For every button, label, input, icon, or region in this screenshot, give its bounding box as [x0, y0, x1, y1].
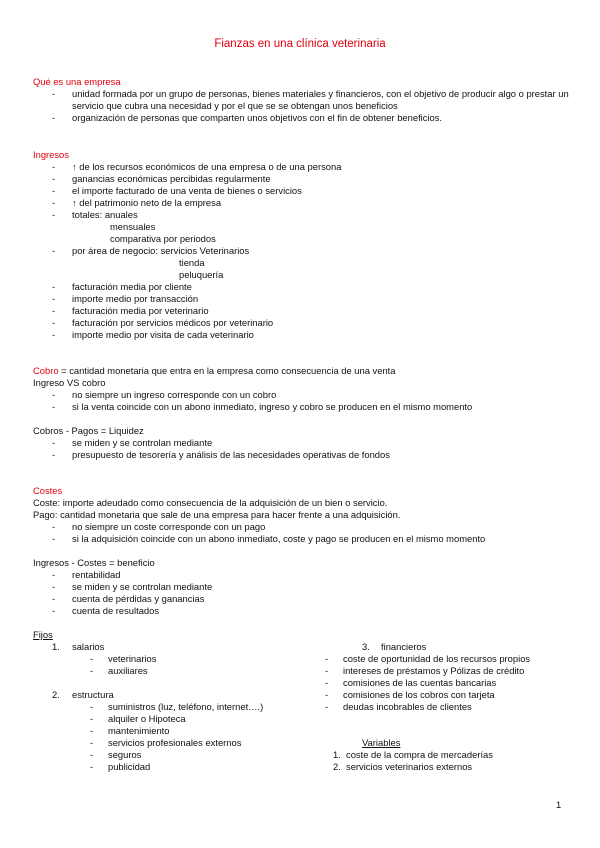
bullet-dash: -	[52, 185, 56, 196]
bullet-dash: -	[325, 665, 329, 676]
list-subitem: comparativa por periodos	[110, 233, 216, 244]
list-item: no siempre un coste corresponde con un pago	[72, 521, 266, 532]
bullet-dash: -	[52, 437, 56, 448]
bullet-dash: -	[52, 605, 56, 616]
list-item: importe medio por transacción	[72, 293, 199, 304]
bullet-dash: -	[325, 689, 329, 700]
list-item: importe medio por visita de cada veterinario	[72, 329, 254, 340]
section-heading-costes: Costes	[33, 485, 63, 496]
bullet-dash: -	[90, 653, 94, 664]
list-item: ↑ del patrimonio neto de la empresa	[72, 197, 222, 208]
list-subitem: alquiler o Hipoteca	[108, 713, 186, 724]
list-item: se miden y se controlan mediante	[72, 437, 213, 448]
list-number: 2.	[333, 761, 341, 772]
document-title: Fianzas en una clínica veterinaria	[214, 38, 386, 50]
list-item: servicios veterinarios externos	[346, 761, 473, 772]
section-heading-empresa: Qué es una empresa	[33, 76, 121, 87]
list-subitem: mantenimiento	[108, 725, 170, 736]
bullet-dash: -	[52, 593, 56, 604]
list-subitem: veterinarios	[108, 653, 157, 664]
bullet-dash: -	[52, 88, 56, 99]
cobro-def-text: = cantidad monetaria que entra en la empresa como consecuencia de una venta	[58, 365, 396, 376]
bullet-dash: -	[90, 761, 94, 772]
bullet-dash: -	[52, 281, 56, 292]
list-item: el importe facturado de una venta de bienes o servicios	[72, 185, 302, 196]
bullet-dash: -	[90, 749, 94, 760]
bullet-dash: -	[90, 737, 94, 748]
list-subitem: suministros (luz, teléfono, internet….)	[108, 701, 264, 712]
list-subitem: peluquería	[179, 269, 224, 280]
bullet-dash: -	[52, 581, 56, 592]
bullet-dash: -	[52, 245, 56, 256]
list-item: si la venta coincide con un abono inmediato, ingreso y cobro se producen en el mismo momento	[72, 401, 473, 412]
bullet-dash: -	[90, 713, 94, 724]
list-item: unidad formada por un grupo de personas, bienes materiales y financieros, con el objetivo de producir algo o prestar un	[72, 88, 569, 99]
list-item: cuenta de pérdidas y ganancias	[72, 593, 205, 604]
bullet-dash: -	[52, 317, 56, 328]
list-subitem: coste de oportunidad de los recursos propios	[343, 653, 531, 664]
list-item: estructura	[72, 689, 114, 700]
list-item: totales: anuales	[72, 209, 138, 220]
bullet-dash: -	[90, 701, 94, 712]
section-heading-ingresos: Ingresos	[33, 149, 69, 160]
list-subitem: seguros	[108, 749, 142, 760]
list-item: se miden y se controlan mediante	[72, 581, 213, 592]
list-item: financieros	[381, 641, 427, 652]
list-number: 1.	[333, 749, 341, 760]
liquidez-formula: Cobros - Pagos = Liquidez	[33, 425, 144, 436]
list-subitem: auxiliares	[108, 665, 148, 676]
list-subitem: mensuales	[110, 221, 156, 232]
section-heading-fijos: Fijos	[33, 629, 53, 640]
pago-definition: Pago: cantidad monetaria que sale de una empresa para hacer frente a una adquisición.	[33, 509, 401, 520]
list-item: por área de negocio: servicios Veterinarios	[72, 245, 250, 256]
bullet-dash: -	[325, 677, 329, 688]
list-item: facturación media por cliente	[72, 281, 192, 292]
bullet-dash: -	[52, 389, 56, 400]
list-item: coste de la compra de mercaderías	[346, 749, 493, 760]
list-item: servicio que cubra una necesidad y por el que se se obtengan unos beneficios	[72, 100, 398, 111]
bullet-dash: -	[52, 112, 56, 123]
cobro-definition	[33, 365, 395, 377]
bullet-dash: -	[52, 293, 56, 304]
bullet-dash: -	[52, 173, 56, 184]
list-number: 1.	[52, 641, 60, 652]
bullet-dash: -	[325, 653, 329, 664]
list-item: no siempre un ingreso corresponde con un cobro	[72, 389, 277, 400]
bullet-dash: -	[52, 329, 56, 340]
list-subitem: comisiones de las cuentas bancarias	[343, 677, 497, 688]
list-subitem: servicios profesionales externos	[108, 737, 242, 748]
bullet-dash: -	[52, 569, 56, 580]
list-item: si la adquisición coincide con un abono inmediato, coste y pago se producen en el mismo momento	[72, 533, 486, 544]
bullet-dash: -	[52, 197, 56, 208]
list-item: facturación por servicios médicos por veterinario	[72, 317, 274, 328]
bullet-dash: -	[52, 533, 56, 544]
bullet-dash: -	[325, 701, 329, 712]
ingreso-vs-cobro: Ingreso VS cobro	[33, 377, 106, 388]
list-subitem: intereses de préstamos y Pólizas de crédito	[343, 665, 525, 676]
bullet-dash: -	[52, 449, 56, 460]
list-number: 2.	[52, 689, 60, 700]
section-heading-variables: Variables	[362, 737, 401, 748]
list-item: ↑ de los recursos económicos de una empresa o de una persona	[72, 161, 342, 172]
cobro-label: Cobro	[33, 365, 59, 376]
list-item: ganancias económicas percibidas regularmente	[72, 173, 271, 184]
list-item: organización de personas que comparten unos objetivos con el fin de obtener beneficios.	[72, 112, 443, 123]
bullet-dash: -	[52, 161, 56, 172]
bullet-dash: -	[52, 521, 56, 532]
bullet-dash: -	[90, 725, 94, 736]
bullet-dash: -	[52, 305, 56, 316]
beneficio-formula: Ingresos - Costes = beneficio	[33, 557, 155, 568]
list-item: rentabilidad	[72, 569, 121, 580]
list-item: salarios	[72, 641, 105, 652]
bullet-dash: -	[90, 665, 94, 676]
coste-definition: Coste: importe adeudado como consecuencia de la adquisición de un bien o servicio.	[33, 497, 388, 508]
bullet-dash: -	[52, 401, 56, 412]
list-subitem: deudas incobrables de clientes	[343, 701, 472, 712]
list-subitem: publicidad	[108, 761, 151, 772]
list-item: presupuesto de tesorería y análisis de las necesidades operativas de fondos	[72, 449, 390, 460]
list-subitem: comisiones de los cobros con tarjeta	[343, 689, 495, 700]
list-subitem: tienda	[179, 257, 205, 268]
page-number: 1	[556, 799, 562, 810]
list-item: cuenta de resultados	[72, 605, 160, 616]
bullet-dash: -	[52, 209, 56, 220]
list-item: facturación media por veterinario	[72, 305, 209, 316]
list-number: 3.	[362, 641, 370, 652]
